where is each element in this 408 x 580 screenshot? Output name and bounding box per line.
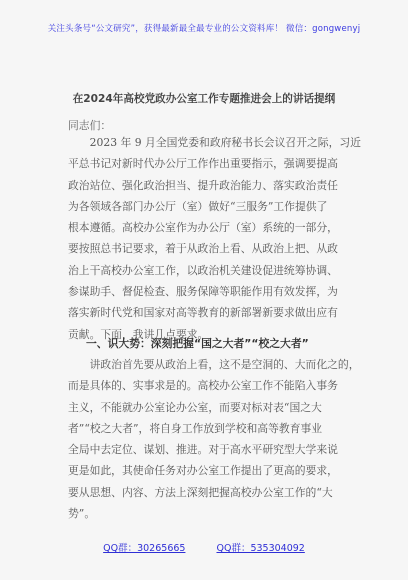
text-line: 2023 年 9 月全国党委和政府秘书长会议召开之际，习近: [68, 136, 361, 149]
text-line: 讲政治首先要从政治上看，这不是空洞的、大而化之的，: [68, 358, 360, 371]
qq-group-link-2[interactable]: QQ群：535304092: [216, 543, 305, 554]
text-line: 参谋助手、督促检查、服务保障等职能作用有效发挥，为: [68, 285, 338, 299]
qq-group-link-1[interactable]: QQ群：30265665: [103, 543, 186, 554]
text-line: 更是如此，其使命任务对办公室工作提出了更高的要求，: [68, 464, 338, 478]
text-line: 者”“校之大者”，将自身工作放到学校和高等教育事业: [68, 421, 323, 435]
text-line: 要按照总书记要求，着于从政治上看、从政治上把、从政: [68, 242, 338, 256]
text-line: 根本遵循。高校办公室作为办公厅（室）系统的一部分，: [68, 221, 338, 235]
text-line: 势”。: [68, 507, 96, 521]
paragraph-intro: [68, 132, 361, 345]
text-line: 为各领域各部门办公厅（室）做好“三服务”工作提供了: [68, 199, 328, 213]
promo-banner: 关注头条号“公文研究”，获得最新最全最专业的公文资料库！ 微信：gongwenyj: [47, 24, 361, 34]
section-heading: 一、识大势：深刻把握“国之大者”“校之大者”: [86, 337, 309, 350]
text-line: 平总书记对新时代办公厅工作作出重要指示，强调要提高: [68, 157, 338, 171]
page-footer: [0, 540, 408, 554]
text-line: 贡献。下面，我讲几点要求。: [68, 327, 209, 341]
paragraph-section-1: [68, 354, 360, 524]
text-line: 而是具体的、实事求是的。高校办公室工作不能陷入事务: [68, 379, 338, 393]
text-line: 全局中去定位、谋划、推进。对于高水平研究型大学来说: [68, 443, 338, 457]
text-line: 主义，不能就办公室论办公室，而要对标对表“国之大: [68, 400, 322, 414]
document-title: 在2024年高校党政办公室工作专题推进会上的讲话提纲: [72, 93, 336, 105]
text-line: 落实新时代党和国家对高等教育的新部署新要求做出应有: [68, 306, 338, 320]
text-line: 政治站位、强化政治担当、提升政治能力、落实政治责任: [68, 178, 338, 192]
salutation: 同志们：: [68, 119, 112, 132]
text-line: 要从思想、内容、方法上深刻把握高校办公室工作的“大: [68, 485, 333, 499]
text-line: 治上干高校办公室工作，以政治机关建设促进统筹协调、: [68, 263, 338, 277]
